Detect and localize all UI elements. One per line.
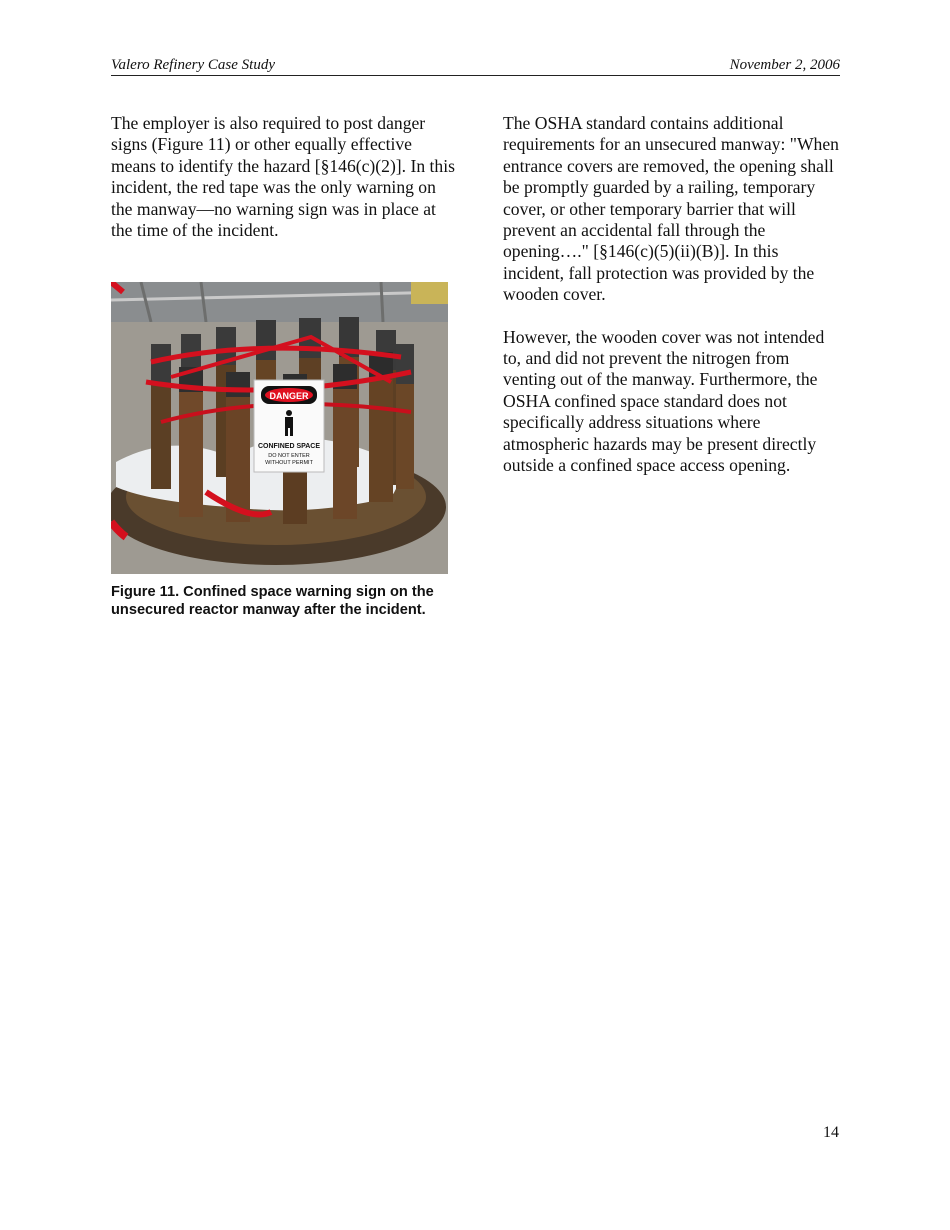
sign-danger-text: DANGER (269, 391, 309, 401)
body-paragraph: The OSHA standard contains additional requirements for an unsecured manway: "When entrance covers are removed, the opening shall be promptly guarded by a railing, temporary cover, or other temporary barrier that will prevent an accidental fall through the opening…." [§146(c)(5)(ii)(B)]. In this incident, fall protection was provided by the wooden cover. (503, 113, 839, 305)
figure-11-photo (111, 282, 448, 574)
header-title: Valero Refinery Case Study (111, 57, 275, 73)
body-paragraph: The employer is also required to post danger signs (Figure 11) or other equally effective means to identify the hazard [§146(c)(2)]. In this incident, the red tape was the only warning on the manway—no warning sign was in place at the time of the incident. (111, 113, 455, 241)
sign-line-2: DO NOT ENTER (268, 453, 310, 459)
sign-line-3: WITHOUT PERMIT (265, 460, 313, 466)
header-date: November 2, 2006 (729, 57, 840, 73)
running-header (111, 56, 840, 76)
page-number: 14 (823, 1124, 839, 1141)
figure-caption: Figure 11. Confined space warning sign on the unsecured reactor manway after the incident. (111, 584, 434, 618)
left-column (111, 113, 456, 241)
right-column (503, 113, 843, 477)
body-paragraph: However, the wooden cover was not intended to, and did not prevent the nitrogen from venting out of the manway. Furthermore, the OSHA confined space standard does not specifically address situations where atmospheric hazards may be present directly outside a confined space access opening. (503, 326, 825, 476)
sign-line-1: CONFINED SPACE (257, 443, 321, 450)
